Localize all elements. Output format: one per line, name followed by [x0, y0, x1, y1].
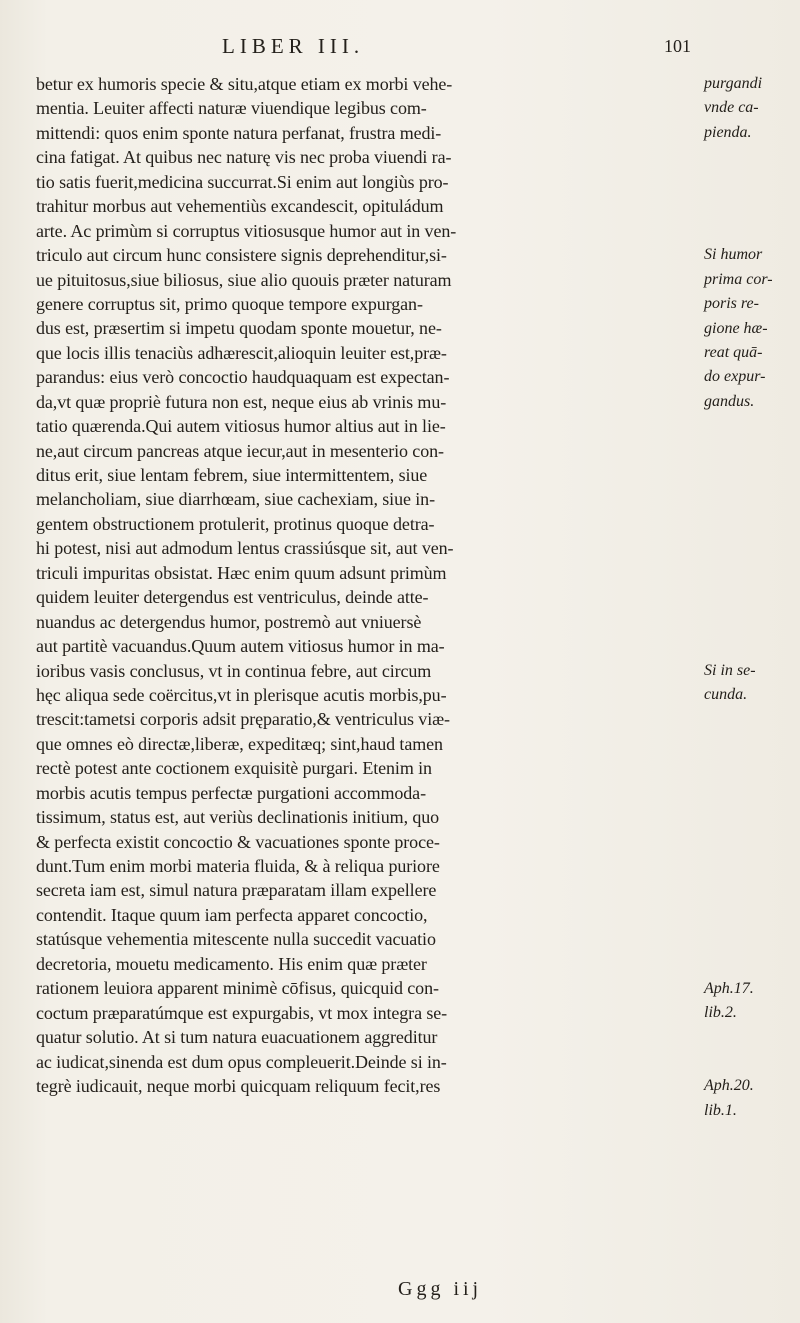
running-head: [0, 34, 800, 64]
text-line: betur ex humoris specie & situ,atque etiam ex morbi vehe-: [36, 74, 453, 94]
text-line: tegrè iudicauit, neque morbi quicquam reliquum fecit,res: [36, 1075, 441, 1096]
text-line: arte. Ac primùm si corruptus vitiosusque humor aut in ven-: [36, 220, 457, 241]
running-title: LIBER III.: [222, 34, 365, 58]
text-line: gentem obstructionem protulerit, protinus quoque detra-: [36, 513, 435, 534]
text-line: tissimum, status est, aut veriùs declinationis initium, quo: [36, 807, 440, 828]
text-line: hi potest, nisi aut admodum lentus crassiúsque sit, aut ven-: [36, 538, 454, 559]
text-line: que omnes eò directæ,liberæ, expeditæq; sint,haud tamen: [36, 733, 443, 754]
text-line: morbis acutis tempus perfectæ purgationi accommoda-: [36, 782, 426, 803]
text-line: genere corruptus sit, primo quoque tempore expurgan-: [36, 293, 423, 314]
margin-note: do expur-: [704, 368, 766, 386]
margin-note: gione hæ-: [704, 319, 768, 337]
margin-note: Aph.20.: [704, 1077, 754, 1095]
text-line: da,vt quæ propriè futura non est, neque eius ab vrinis mu-: [36, 391, 447, 412]
text-line: secreta iam est, simul natura præparatam illam expellere: [36, 880, 437, 901]
margin-note: gandus.: [704, 392, 755, 410]
text-line: ioribus vasis conclusus, vt in continua febre, aut circum: [36, 660, 432, 681]
text-line: hęc aliqua sede coërcitus,vt in plerisque acutis morbis,pu-: [36, 684, 447, 705]
text-line: triculo aut circum hunc consistere signis deprehenditur,si-: [36, 245, 447, 266]
margin-note: reat quā-: [704, 343, 763, 361]
text-line: dus est, præsertim si impetu quodam sponte mouetur, ne-: [36, 318, 442, 339]
text-line: quatur solutio. At si tum natura euacuationem aggreditur: [36, 1027, 438, 1048]
text-line: mentia. Leuiter affecti naturæ viuendique legibus com-: [36, 98, 427, 119]
page-number: 101: [664, 36, 691, 56]
text-line: rationem leuiora apparent minimè cōfisus, quicquid con-: [36, 978, 439, 999]
text-line: ditus erit, siue lentam febrem, siue intermittentem, siue: [36, 465, 428, 485]
margin-note: lib.2.: [704, 1004, 737, 1022]
margin-note: vnde ca-: [704, 99, 759, 117]
text-line: que locis illis tenaciùs adhærescit,alioquin leuiter est,præ-: [36, 342, 447, 363]
signature-mark: Ggg iij: [398, 1278, 483, 1300]
text-line: trescit:tametsi corporis adsit pręparatio,& ventriculus viæ-: [36, 709, 450, 730]
margin-note: Si humor: [704, 246, 763, 264]
text-line: tio satis fuerit,medicina succurrat.Si enim aut longiùs pro-: [36, 171, 449, 192]
text-line: rectè potest ante coctionem exquisitè purgari. Etenim in: [36, 758, 432, 779]
margin-note: Si in se-: [704, 661, 756, 679]
text-line: mittendi: quos enim sponte natura perfanat, frustra medi-: [36, 122, 442, 143]
text-line: melancholiam, siue diarrhœam, siue cachexiam, siue in-: [36, 489, 435, 510]
text-line: cina fatigat. At quibus nec naturę vis nec proba viuendi ra-: [36, 147, 452, 168]
text-line: trahitur morbus aut vehementiùs excandescit, opituládum: [36, 196, 444, 217]
text-line: parandus: eius verò concoctio haudquaquam est expectan-: [36, 367, 450, 388]
text-line: coctum præparatúmque est expurgabis, vt mox integra se-: [36, 1002, 448, 1023]
text-line: decretoria, mouetu medicamento. His enim quæ præter: [36, 953, 427, 974]
text-line: tatio quærenda.Qui autem vitiosus humor altius aut in lie-: [36, 416, 446, 437]
margin-note: purgandi: [704, 75, 763, 92]
margin-note: Aph.17.: [704, 979, 754, 997]
body-text: [36, 72, 696, 1098]
text-line: ue pituitosus,siue biliosus, siue alio quouis præter naturam: [36, 269, 452, 290]
margin-note: pienda.: [704, 123, 752, 141]
text-line: dunt.Tum enim morbi materia fluida, & à reliqua puriore: [36, 856, 440, 876]
text-line: quidem leuiter detergendus est ventriculus, deinde atte-: [36, 587, 429, 608]
text-line: statúsque vehementia mitescente nulla succedit vacuatio: [36, 929, 436, 950]
text-line: & perfecta existit concoctio & vacuationes sponte proce-: [36, 831, 440, 852]
text-line: ac iudicat,sinenda est dum opus compleuerit.Deinde si in-: [36, 1051, 447, 1072]
margin-note: prima cor-: [704, 270, 773, 288]
margin-note: cunda.: [704, 686, 748, 704]
text-line: ne,aut circum pancreas atque iecur,aut in mesenterio con-: [36, 440, 444, 461]
text-line: nuandus ac detergendus humor, postremò aut vniuersè: [36, 611, 422, 632]
text-line: triculi impuritas obsistat. Hæc enim quum adsunt primùm: [36, 562, 447, 583]
margin-note: poris re-: [704, 295, 759, 313]
margin-note: lib.1.: [704, 1101, 737, 1119]
text-line: aut partitè vacuandus.Quum autem vitiosus humor in ma-: [36, 636, 445, 657]
text-line: contendit. Itaque quum iam perfecta apparet concoctio,: [36, 904, 428, 925]
